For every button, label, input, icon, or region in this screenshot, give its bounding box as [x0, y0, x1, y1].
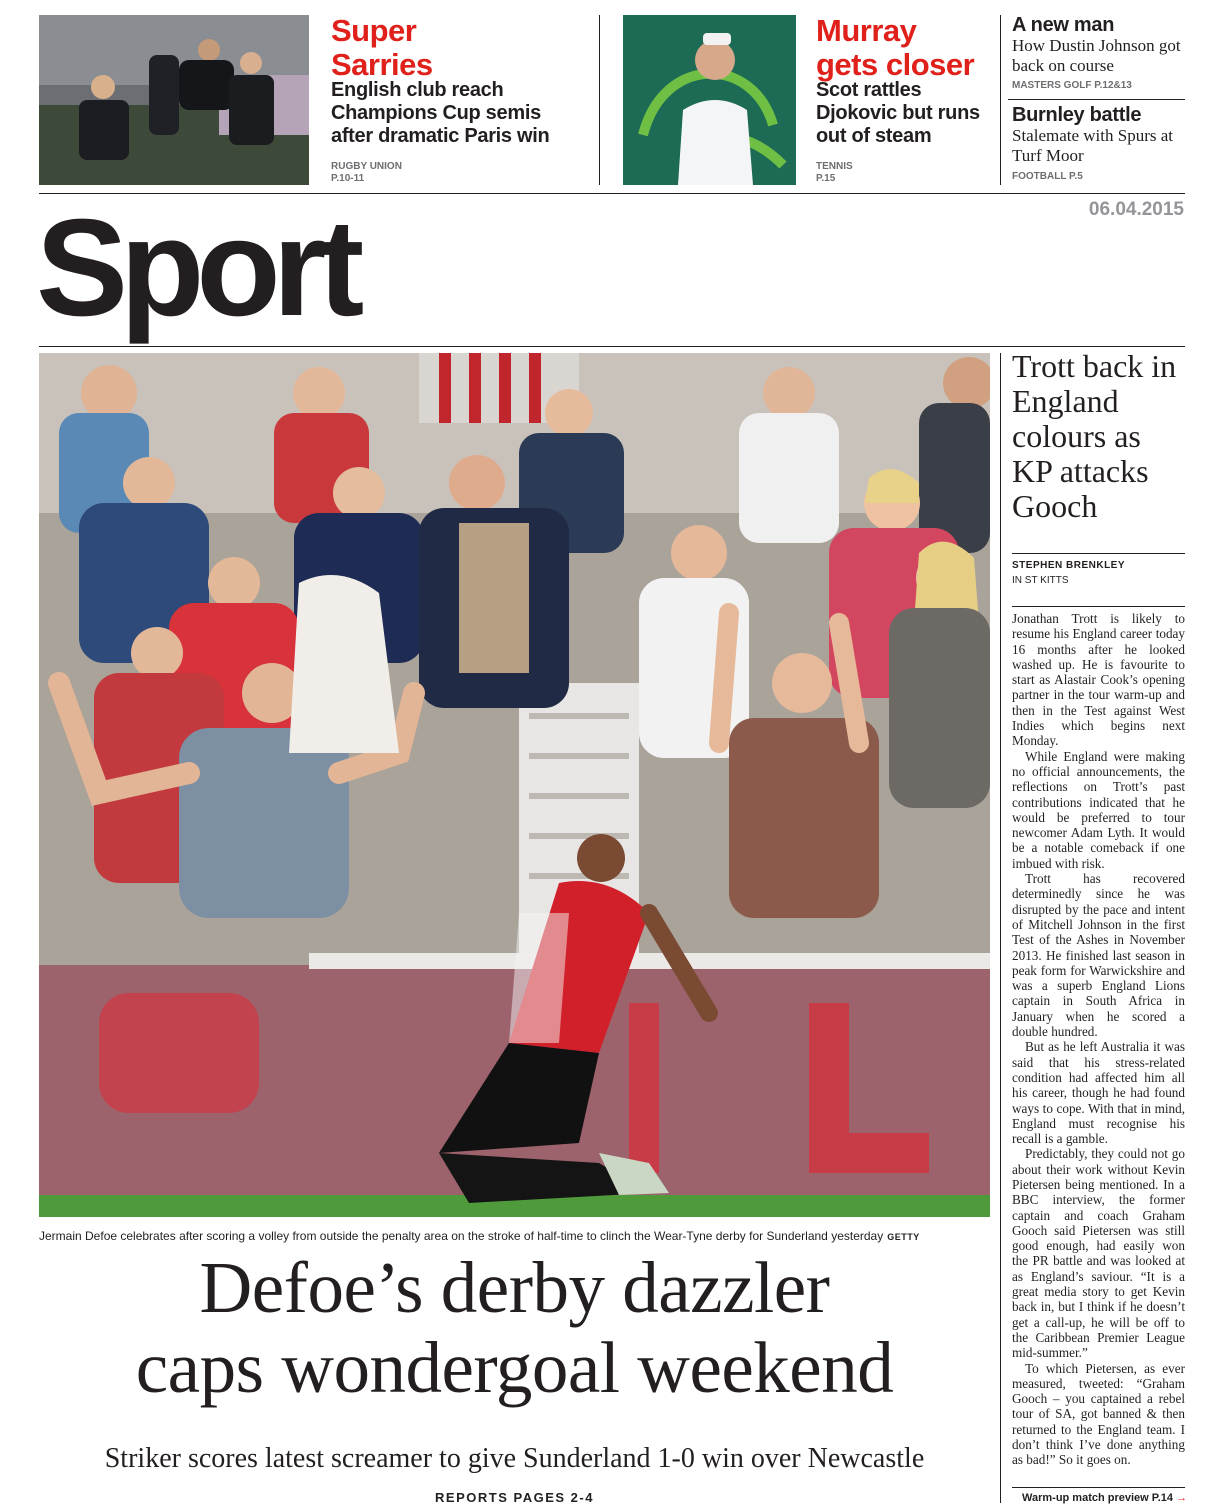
trott-story: [1012, 611, 1185, 1468]
rugby-teaser-subhead: English club reach Champions Cup semis after dramatic Paris win: [331, 79, 550, 147]
story-rule: [1012, 606, 1185, 607]
golf-teaser-section[interactable]: MASTERS GOLF P.12&13: [1012, 80, 1132, 91]
reports-pointer[interactable]: REPORTS PAGES 2-4: [435, 1490, 594, 1505]
story-paragraph: Predictably, they could not go about their work without Kevin Pietersen being mentioned. In a BBC interview, the former captain and coach Graham Gooch said Pietersen was still good enough, had easily won the PR battle and was looked at as England’s saviour. “It is a great media story to get Kevin back in, but I think if he doesn’t get a call-up, he will be off to the Caribbean Premier League mid-summer.”: [1012, 1146, 1185, 1361]
tennis-teaser-subhead: Scot rattles Djokovic but runs out of steam: [816, 79, 980, 147]
byline: STEPHEN BRENKLEY: [1012, 560, 1126, 571]
tennis-teaser-photo[interactable]: [623, 15, 796, 185]
rugby-page-ref: P.10-11: [331, 173, 365, 184]
rugby-teaser-photo[interactable]: [39, 15, 309, 185]
teaser-divider: [599, 15, 600, 185]
rugby-section-label: RUGBY UNION: [331, 161, 402, 172]
rugby-teaser-section[interactable]: [331, 161, 402, 185]
photo-caption: [39, 1229, 999, 1243]
rugby-headline-line1: Super: [331, 13, 417, 48]
column-divider: [1000, 353, 1001, 1503]
byline-rule: [1012, 553, 1185, 554]
tennis-teaser-headline[interactable]: [816, 14, 974, 82]
football-teaser-headline[interactable]: Burnley battle: [1012, 104, 1142, 126]
arrow-right-icon: →: [1176, 1492, 1188, 1504]
side-item-divider: [1008, 99, 1185, 100]
headline-line2: caps wondergoal weekend: [135, 1327, 894, 1408]
caption-text: Jermain Defoe celebrates after scoring a volley from outside the penalty area on the stroke of half-time to clinch the Wear-Tyne derby for Sunderland yesterday: [39, 1229, 884, 1243]
tennis-headline-line1: Murray: [816, 13, 917, 48]
story-paragraph: To which Pietersen, as ever measured, tweeted: “Graham Gooch – you captained a rebel tour of SA, got banned & then returned to the England team. I don’t think I’ve done anything as bad!” So it goes on.: [1012, 1360, 1185, 1468]
golf-teaser-text: How Dustin Johnson got back on course: [1012, 36, 1181, 75]
lead-standfirst: Striker scores latest screamer to give Sunderland 1-0 win over Newcastle: [104, 1443, 925, 1474]
rugby-headline-line2: Sarries: [331, 47, 433, 82]
main-photo[interactable]: [39, 353, 990, 1217]
headline-line1: Defoe’s derby dazzler: [199, 1247, 830, 1328]
football-teaser-text: Stalemate with Spurs at Turf Moor: [1012, 126, 1174, 165]
story-paragraph: While England were making no official announcements, the reflections on Trott’s past contributions indicated that he would be preferred to tour newcomer Adam Lyth. It would be a notable comeback if one imbued with risk.: [1012, 748, 1185, 871]
rugby-teaser-headline[interactable]: [331, 14, 433, 82]
preview-rule: [1012, 1487, 1185, 1488]
masthead-bottom-rule: [39, 346, 1185, 347]
lead-headline[interactable]: [39, 1248, 990, 1408]
tennis-teaser-section[interactable]: [816, 161, 853, 185]
photo-credit: GETTY: [887, 1232, 920, 1242]
tennis-headline-line2: gets closer: [816, 47, 975, 82]
warm-up-preview-link[interactable]: [1022, 1492, 1187, 1504]
side-divider: [1000, 15, 1001, 185]
tennis-section-label: TENNIS: [816, 161, 853, 172]
preview-text: Warm-up match preview P.14: [1022, 1492, 1173, 1504]
golf-teaser-headline[interactable]: A new man: [1012, 14, 1115, 36]
story-paragraph: Trott has recovered determinedly since he was disrupted by the pace and intent of Mitchell Johnson in the first Test of the Ashes in November 2013. He finished last season in peak form for Warwickshire and was a superb England Lions captain in South Africa in January when he scored a double hundred.: [1012, 871, 1185, 1040]
football-teaser-section[interactable]: FOOTBALL P.5: [1012, 171, 1083, 182]
story-paragraph: But as he left Australia it was said that his stress-related condition had affected him all his career, though he had found ways to cope. With that in mind, England must recognise his recall is a gamble.: [1012, 1039, 1185, 1147]
tennis-page-ref: P.15: [816, 173, 836, 184]
issue-date: 06.04.2015: [1088, 199, 1184, 220]
trott-headline[interactable]: Trott back in England colours as KP attacks Gooch: [1012, 348, 1177, 524]
dateline: IN ST KITTS: [1012, 575, 1069, 586]
section-masthead: Sport: [36, 191, 357, 345]
story-paragraph: Jonathan Trott is likely to resume his England career today 16 months after he looked washed up. He is favourite to start as Alastair Cook’s opening partner in the tour warm-up and then in the Test against West Indies which begins next Monday.: [1012, 611, 1185, 749]
